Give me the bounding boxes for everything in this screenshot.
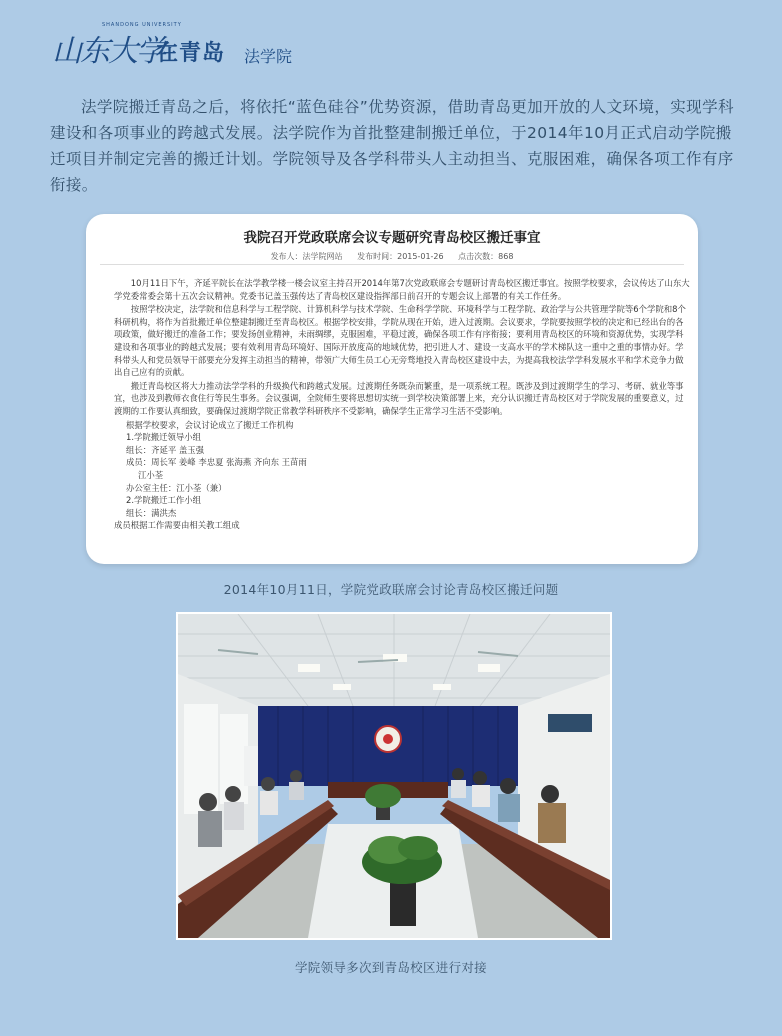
intro-paragraph: 法学院搬迁青岛之后，将依托“蓝色硅谷”优势资源，借助青岛更加开放的人文环境，实现学科建设和各项事业的跨越式发展。法学院作为首批整建制搬迁单位，于2014年10月正式启动学院搬迁项目并制定完善的搬迁计划。学院领导及各学科带头人主动担当、克服困难，确保各项工作有序衔接。 [50,98,734,194]
article-line: 办公室主任：江小荃（兼） [126,482,227,493]
divider [100,264,684,265]
article-line: 组长：齐延平 盖玉强 [126,444,205,455]
article-paragraph: 10月11日下午，齐延平院长在法学教学楼一楼会议室主持召开2014年第7次党政联席会专题研讨青岛校区搬迁事宜。按照学校要求，会议传达了山东大学党委常委会第十五次会议精神。党委书记盖玉强传达了青岛校区建设指挥部日前召开的专题会议上部署的有关工作任务。 [114,278,690,301]
article-line: 组长：满洪杰 [126,507,177,518]
meeting-room-photo [176,612,612,940]
meeting-photo-illustration [178,614,610,938]
article-line: 2.学院搬迁工作小组 [126,495,201,506]
article-clicks: 点击次数：868 [458,252,514,261]
university-logo: 山东大学 [52,34,164,69]
campus-name: 在青岛 [156,41,226,66]
article-line: 根据学校要求，会议讨论成立了搬迁工作机构 [126,419,294,430]
university-english-name: SHANDONG UNIVERSITY [102,22,182,28]
caption-article: 2014年10月11日，学院党政联席会讨论青岛校区搬迁问题 [223,582,559,597]
article-date: 发布时间：2015-01-26 [357,252,444,261]
article-meta [86,251,698,262]
article-line: 成员：周长军 姜峰 李忠夏 张海燕 齐向东 王苗雨 [126,457,307,468]
article-paragraph: 搬迁青岛校区将大力推动法学学科的升级换代和跨越式发展。过渡期任务既杂而繁重，是一项系统工程。既涉及到过渡期学生的学习、考研、就业等事宜，也涉及到教师衣食住行等民生事务。会议强调，全院师生要将思想切实统一到学校决策部署上来，充分认识搬迁青岛校区对于学院发展的重要意义，过渡期的工作要认真细致，要确保过渡期学院正常教学科研秩序不受影响，确保学生正常学习生活不受影响。 [114,380,684,416]
caption-photo: 学院领导多次到青岛校区进行对接 [294,960,487,975]
article-title: 我院召开党政联席会议专题研究青岛校区搬迁事宜 [243,230,541,246]
news-article-screenshot [86,214,698,564]
article-line: 成员根据工作需要由相关教工组成 [114,520,240,531]
department-name: 法学院 [244,47,293,66]
article-body [114,277,690,532]
article-paragraph: 按照学校决定，法学院和信息科学与工程学院、计算机科学与技术学院、生命科学学院、环境科学与工程学院、政治学与公共管理学院等6个学院和8个科研机构，将作为首批搬迁单位整建制搬迁至青岛校区。根据学校安排，学院从现在开始，进入过渡期。会议要求，学院要按照学校的决定和已经出台的各项政策，做好搬迁的准备工作；要发扬创业精神，未雨绸缪，克服困难，平稳过渡，确保各项工作有序衔接；要利用青岛校区的环境和资源优势，实现学科建设和各项事业的跨越式发展；要有效利用青岛环境好、国际开放度高的地域优势，把引进人才、建设一支高水平的学术梯队这一重中之重的事情办好。学科带头人和党员领导干部要充分发挥主动担当的精神，带领广大师生员工心无旁骛地投入青岛校区建设中去，为提高我校法学学科发展水平和学术竞争力做出自己应有的贡献。 [114,304,686,378]
article-line: 1.学院搬迁领导小组 [126,432,201,443]
article-author: 发布人：法学院网站 [270,252,343,261]
article-line: 江小荃 [138,469,164,480]
